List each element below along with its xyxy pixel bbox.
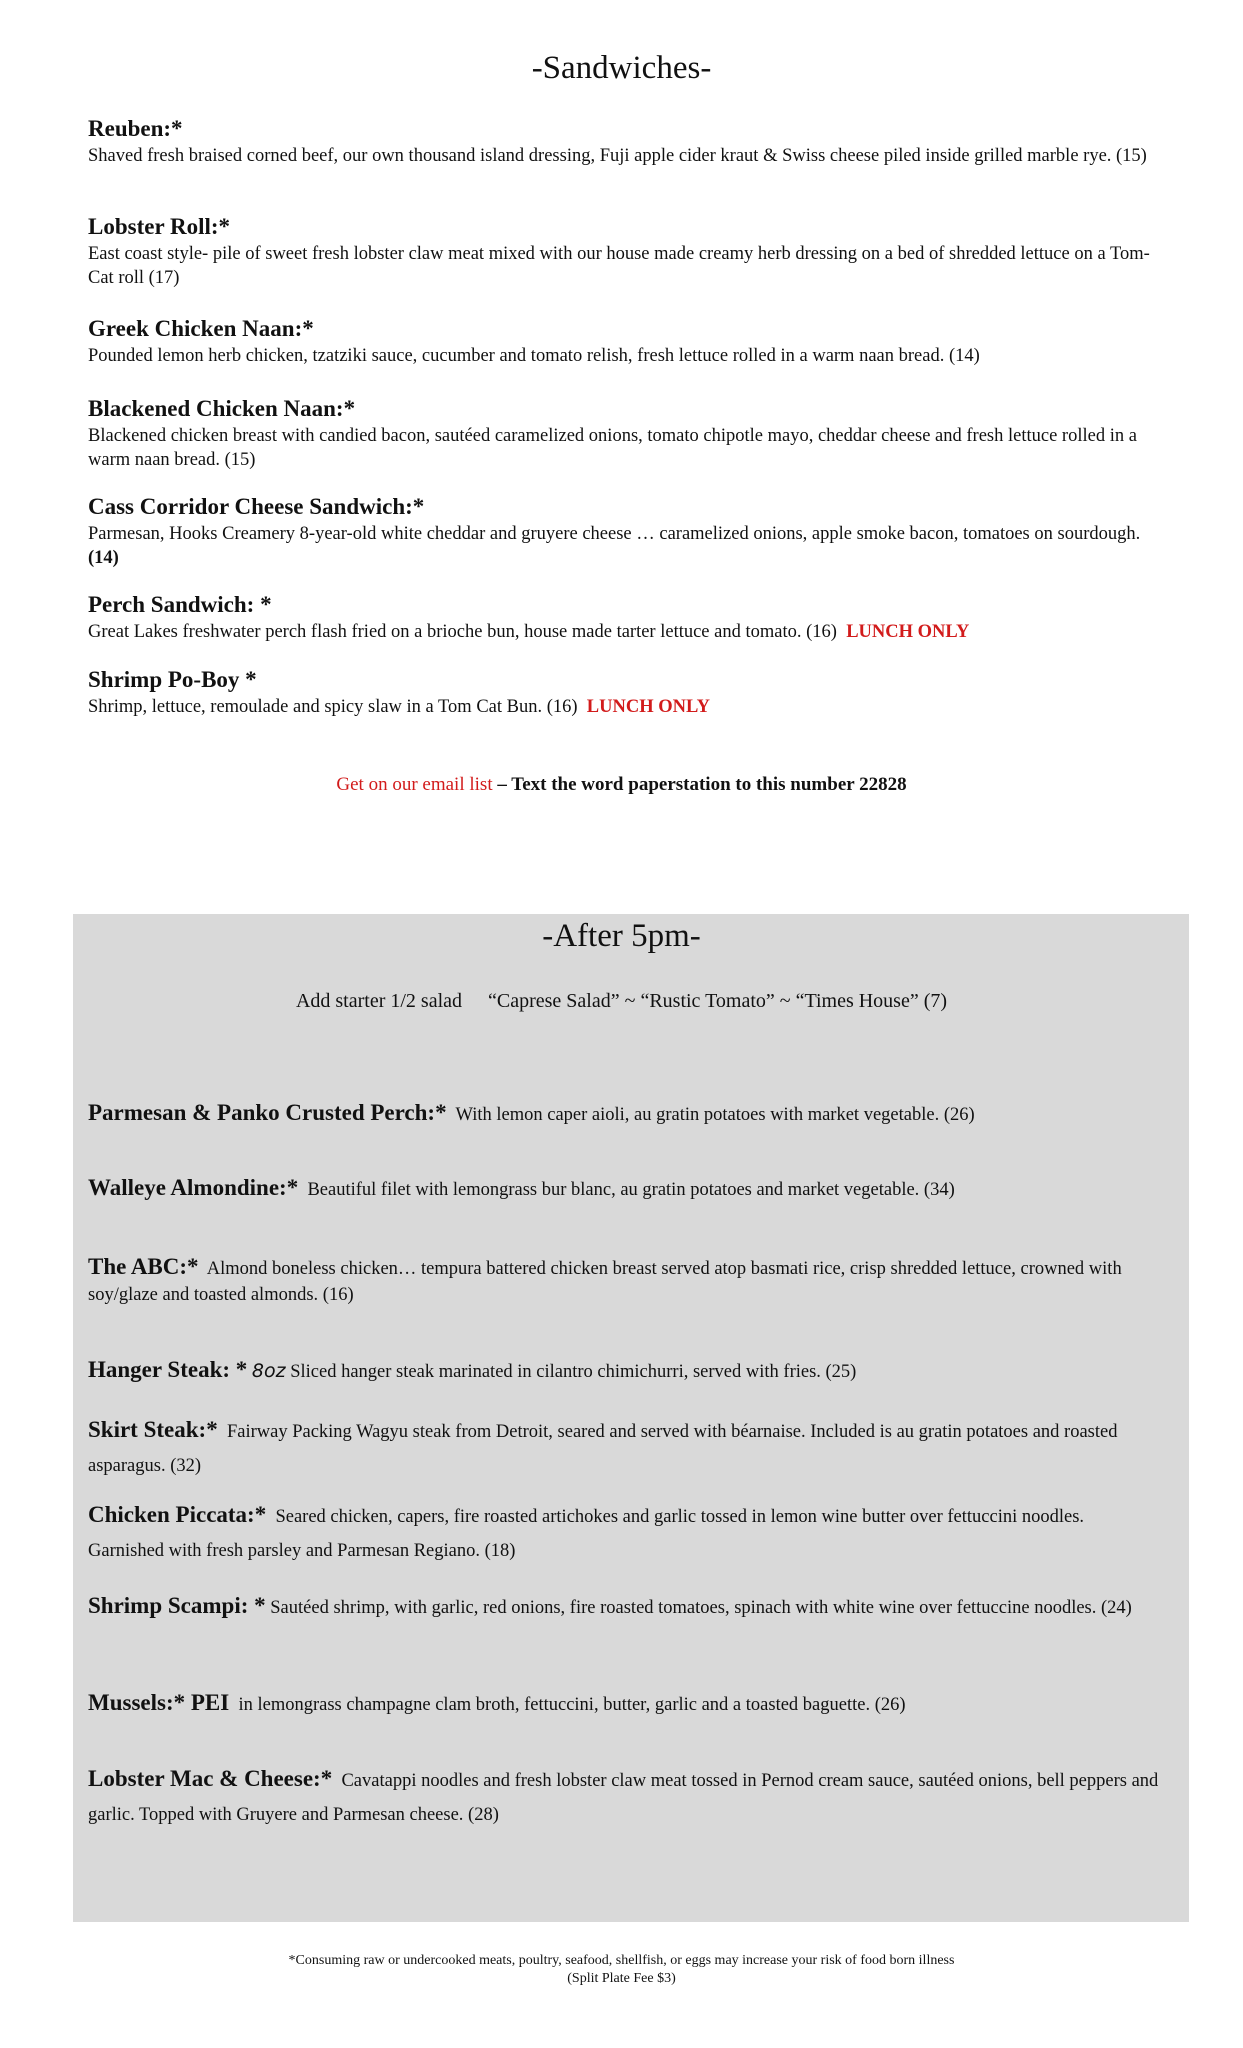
item-description: Fairway Packing Wagyu steak from Detroit, seared and served with béarnaise. Included is au gratin potatoes and roasted asparagus. (32) xyxy=(88,1422,1118,1476)
menu-item-greek-chicken-naan xyxy=(88,314,1168,368)
item-description: With lemon caper aioli, au gratin potatoes with market vegetable. (26) xyxy=(455,1105,975,1125)
item-description-text: Shrimp, lettuce, remoulade and spicy slaw in a Tom Cat Bun. (16) xyxy=(88,697,578,717)
item-name: Walleye Almondine:* xyxy=(88,1175,299,1200)
lunch-only-badge: LUNCH ONLY xyxy=(846,622,970,642)
item-name: Hanger Steak: * xyxy=(88,1357,248,1382)
item-description-text: Parmesan, Hooks Creamery 8-year-old white cheddar and gruyere cheese … caramelized onions, apple smoke bacon, tomatoes on sourdough. xyxy=(88,524,1141,544)
menu-item-lobster-roll xyxy=(88,212,1168,290)
after-5pm-title: -After 5pm- xyxy=(542,918,701,954)
item-description: Cavatappi noodles and fresh lobster claw meat tossed in Pernod cream sauce, sautéed onions, bell peppers and garlic. Topped with Gruyere and Parmesan cheese. (28) xyxy=(88,1771,1159,1825)
menu-item-cass-corridor-cheese xyxy=(88,492,1168,570)
food-safety-disclaimer: *Consuming raw or undercooked meats, poultry, seafood, shellfish, or eggs may increase your risk of food born illness xyxy=(288,1953,955,1968)
item-name: Perch Sandwich: * xyxy=(88,592,272,617)
item-description: Almond boneless chicken… tempura battered chicken breast served atop basmati rice, crisp shredded lettuce, crowned with soy/glaze and toasted almonds. (16) xyxy=(88,1259,1122,1305)
item-price: (14) xyxy=(88,548,119,568)
email-signup-line xyxy=(0,774,1243,796)
item-name: Reuben:* xyxy=(88,116,183,141)
item-name: Shrimp Scampi: * xyxy=(88,1593,266,1618)
item-name: Greek Chicken Naan:* xyxy=(88,316,314,341)
item-name: Mussels:* PEI xyxy=(88,1690,230,1715)
item-portion: 8oz xyxy=(251,1360,286,1382)
split-plate-fee: (Split Plate Fee $3) xyxy=(567,1971,676,1986)
lunch-only-badge: LUNCH ONLY xyxy=(586,697,710,717)
item-name: Parmesan & Panko Crusted Perch:* xyxy=(88,1100,447,1125)
email-list-link[interactable]: Get on our email list xyxy=(336,774,493,795)
starter-salad-line xyxy=(0,990,1243,1013)
item-name: Cass Corridor Cheese Sandwich:* xyxy=(88,494,425,519)
menu-item-reuben xyxy=(88,114,1168,168)
item-description-text: Great Lakes freshwater perch flash fried on a brioche bun, house made tarter lettuce and tomato. (16) xyxy=(88,622,837,642)
item-description xyxy=(88,620,1168,644)
item-name: Skirt Steak:* xyxy=(88,1417,218,1442)
item-description: Sautéed shrimp, with garlic, red onions, fire roasted tomatoes, spinach with white wine over fettuccine noodles. (24) xyxy=(270,1598,1132,1618)
item-description: in lemongrass champagne clam broth, fettuccini, butter, garlic and a toasted baguette. (26) xyxy=(238,1695,906,1715)
sandwiches-title: -Sandwiches- xyxy=(531,50,712,86)
item-name: Shrimp Po-Boy * xyxy=(88,667,257,692)
item-description xyxy=(88,522,1168,570)
menu-item-perch-sandwich xyxy=(88,590,1168,644)
menu-item-blackened-chicken-naan xyxy=(88,394,1168,472)
email-instructions: – Text the word paperstation to this number 22828 xyxy=(497,774,907,795)
item-name: Chicken Piccata:* xyxy=(88,1502,267,1527)
item-name: Lobster Mac & Cheese:* xyxy=(88,1766,333,1791)
menu-item-parmesan-perch xyxy=(88,1098,1163,1132)
item-name: Lobster Roll:* xyxy=(88,214,231,239)
item-description: East coast style- pile of sweet fresh lobster claw meat mixed with our house made creamy herb dressing on a bed of shredded lettuce on a Tom-Cat roll (17) xyxy=(88,244,1150,288)
menu-item-mussels xyxy=(88,1688,1163,1722)
item-description: Sliced hanger steak marinated in cilantro chimichurri, served with fries. (25) xyxy=(290,1362,857,1382)
menu-item-chicken-piccata xyxy=(88,1500,1163,1568)
menu-item-lobster-mac-cheese xyxy=(88,1764,1163,1832)
item-description: Seared chicken, capers, fire roasted artichokes and garlic tossed in lemon wine butter over fettuccini noodles. Garnished with fresh parsley and Parmesan Regiano. (18) xyxy=(88,1507,1085,1561)
item-name: Blackened Chicken Naan:* xyxy=(88,396,356,421)
item-description: Pounded lemon herb chicken, tzatziki sauce, cucumber and tomato relish, fresh lettuce rolled in a warm naan bread. (14) xyxy=(88,346,980,366)
starter-options: “Caprese Salad” ~ “Rustic Tomato” ~ “Times House” (7) xyxy=(488,990,948,1012)
item-description xyxy=(88,695,1168,719)
footer xyxy=(0,1952,1243,1988)
item-description: Blackened chicken breast with candied bacon, sautéed caramelized onions, tomato chipotle mayo, cheddar cheese and fresh lettuce rolled in a warm naan bread. (15) xyxy=(88,426,1137,470)
menu-item-walleye-almondine xyxy=(88,1173,1163,1207)
item-name: The ABC:* xyxy=(88,1254,199,1279)
item-description: Shaved fresh braised corned beef, our own thousand island dressing, Fuji apple cider kraut & Swiss cheese piled inside grilled marble rye. (15) xyxy=(88,146,1147,166)
menu-item-the-abc xyxy=(88,1252,1163,1308)
menu-item-shrimp-po-boy xyxy=(88,665,1168,719)
menu-item-shrimp-scampi xyxy=(88,1591,1163,1621)
starter-label: Add starter 1/2 salad xyxy=(295,990,463,1012)
menu-item-skirt-steak xyxy=(88,1415,1163,1483)
item-description: Beautiful filet with lemongrass bur blanc, au gratin potatoes and market vegetable. (34) xyxy=(307,1180,955,1200)
menu-item-hanger-steak xyxy=(88,1354,1163,1389)
